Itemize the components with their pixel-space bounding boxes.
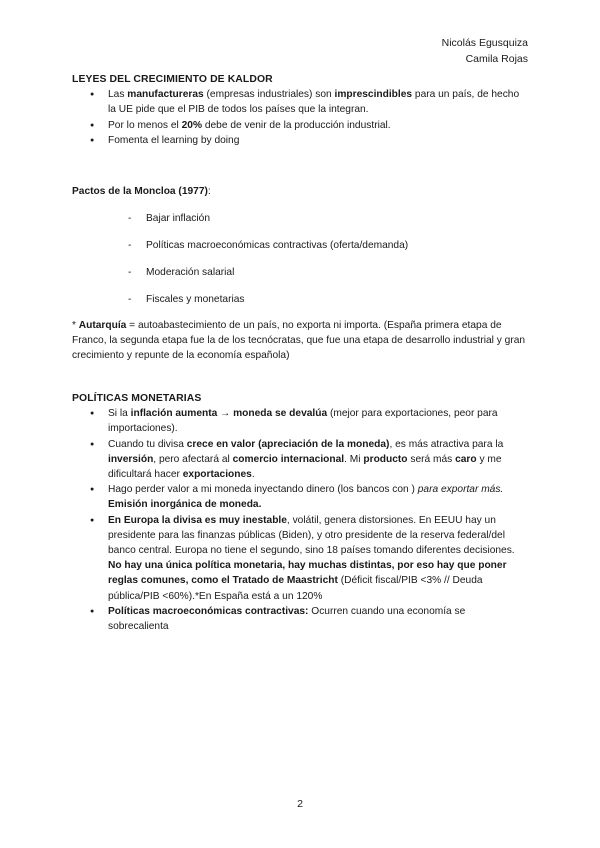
bullet-list bbox=[72, 87, 528, 148]
author-name: Camila Rojas bbox=[465, 52, 528, 65]
list-item: ● Las manufactureras (empresas industriales) son imprescindibles para un país, de hecho la UE pide que el PIB de todos los países que la integran. bbox=[72, 87, 528, 117]
authors-block bbox=[442, 36, 528, 67]
list-item: - Fiscales y monetarias bbox=[72, 292, 528, 319]
author-name: Nicolás Egusquiza bbox=[441, 37, 528, 49]
section-title: Pactos de la Moncloa (1977): bbox=[72, 186, 211, 197]
list-item: ● Fomenta el learning by doing bbox=[72, 133, 528, 148]
list-item: ● Cuando tu divisa crece en valor (apreciación de la moneda), es más atractiva para la inversión, pero afectará al comercio internacional. Mi producto será más caro y me dificultará hacer exportaciones. bbox=[72, 437, 528, 483]
page-number: 2 bbox=[297, 798, 303, 810]
list-item: ● Por lo menos el 20% debe de venir de la producción industrial. bbox=[72, 118, 528, 133]
section-moncloa bbox=[72, 184, 528, 319]
dash-list bbox=[72, 211, 528, 319]
list-item: ● Si la inflación aumenta → moneda se devalúa (mejor para exportaciones, peor para importaciones). bbox=[72, 406, 528, 436]
list-item: ● Políticas macroeconómicas contractivas: Ocurren cuando una economía se sobrecalienta bbox=[72, 604, 528, 634]
section-monetarias bbox=[72, 391, 528, 634]
list-item: - Políticas macroeconómicas contractivas (oferta/demanda) bbox=[72, 238, 528, 265]
section-title: LEYES DEL CRECIMIENTO DE KALDOR bbox=[72, 74, 273, 85]
bullet-list bbox=[72, 406, 528, 634]
section-title: POLÍTICAS MONETARIAS bbox=[72, 393, 202, 404]
list-item: ● Hago perder valor a mi moneda inyectando dinero (los bancos con ) para exportar más. Emisión inorgánica de moneda. bbox=[72, 482, 528, 512]
list-item: - Moderación salarial bbox=[72, 265, 528, 292]
list-item: - Bajar inflación bbox=[72, 211, 528, 238]
section-kaldor bbox=[72, 72, 528, 148]
autarquia-note: * Autarquía = autoabastecimiento de un país, no exporta ni importa. (España primera etapa de Franco, la segunda etapa fue la de los tecnócratas, que fue una etapa de desarrollo industrial y gran crecimiento y repunte de la economía española) bbox=[72, 320, 526, 362]
list-item: ● En Europa la divisa es muy inestable, volátil, genera distorsiones. En EEUU hay un presidente para las finanzas públicas (Biden), y otro presidente de la reserva federal/del banco central. Europa no tiene el segundo, sino 18 países tomando diferentes decisiones. No hay una única política monetaria, hay muchas distintas, por eso hay que poner reglas comunes, como el Tratado de Maastricht (Déficit fiscal/PIB <3% // Deuda pública/PIB <60%).*En España está a un 120% bbox=[72, 513, 528, 604]
